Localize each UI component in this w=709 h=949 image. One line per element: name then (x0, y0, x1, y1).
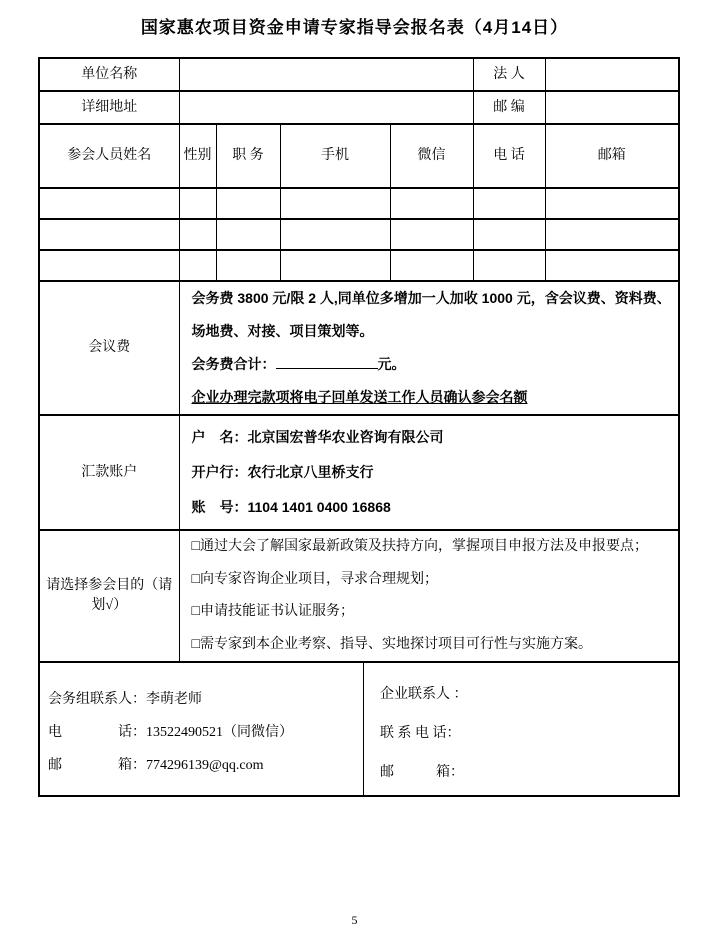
fee-total-suffix: 元。 (377, 356, 406, 372)
conference-fee-label: 会议费 (39, 281, 179, 415)
attendee-cell (280, 219, 390, 250)
registration-table (38, 57, 680, 797)
organizer-email: 邮 箱：774296139@qq.com (48, 758, 264, 773)
remittance-label: 汇款账户 (39, 415, 179, 530)
attendee-cell (545, 250, 679, 281)
purpose-option-checkbox-item: □通过大会了解国家最新政策及扶持方向，掌握项目申报方法及申报要点； (191, 539, 648, 554)
fee-payment-note: 企业办理完款项将电子回单发送工作人员确认参会名额 (191, 389, 528, 405)
attendee-cell (39, 219, 179, 250)
organizer-contact-block (40, 663, 364, 795)
purpose-option-checkbox-item: □申请技能证书认证服务； (191, 604, 354, 619)
fee-total-blank (276, 354, 378, 369)
purpose-option-checkbox-item: □向专家咨询企业项目，寻求合理规划； (191, 571, 438, 587)
remittance-row (39, 415, 679, 530)
purpose-option-checkbox-item: □需专家到本企业考察、指导、实地探讨项目可行性与实施方案。 (191, 636, 592, 652)
address-label: 详细地址 (39, 91, 179, 124)
attendee-cell (216, 188, 280, 219)
organizer-phone: 电 话：13522490521（同微信） (48, 725, 293, 740)
remittance-bank-branch: 开户行：农行北京八里桥支行 (191, 464, 374, 480)
attendee-name-header: 参会人员姓名 (39, 124, 179, 188)
organizer-contact-person: 会务组联系人：李萌老师 (48, 692, 202, 707)
attendee-cell (179, 250, 216, 281)
fee-total-line (180, 348, 679, 381)
purpose-row (39, 530, 679, 662)
gender-header: 性别 (179, 124, 216, 188)
conference-fee-content (179, 281, 679, 415)
wechat-header: 微信 (390, 124, 473, 188)
contacts-cell (39, 662, 679, 796)
enterprise-phone: 联 系 电 话： (380, 726, 461, 741)
email-header: 邮箱 (545, 124, 679, 188)
enterprise-contact-person: 企业联系人 ： (380, 687, 468, 702)
remittance-content (179, 415, 679, 530)
attendee-cell (545, 219, 679, 250)
attendee-cell (473, 219, 545, 250)
attendee-row-1 (39, 188, 679, 219)
postal-code-label: 邮 编 (473, 91, 545, 124)
enterprise-contact-block (364, 663, 678, 795)
conference-fee-row (39, 281, 679, 415)
attendee-cell (39, 188, 179, 219)
legal-person-input-cell (545, 58, 679, 91)
attendee-cell (390, 188, 473, 219)
address-input-cell (179, 91, 473, 124)
attendee-cell (280, 250, 390, 281)
fee-description: 会务费 3800 元/限 2 人,同单位多增加一人加收 1000 元，含会议费、资料费、场地费、对接、项目策划等。 (191, 290, 671, 339)
remittance-account-number: 账 号：1104 1401 0400 16868 (191, 499, 391, 515)
attendee-cell (390, 219, 473, 250)
attendee-cell (179, 219, 216, 250)
purpose-options (179, 530, 679, 662)
attendee-cell (280, 188, 390, 219)
attendee-cell (473, 250, 545, 281)
contacts-row (39, 662, 679, 796)
remittance-account-name: 户 名：北京国宏普华农业咨询有限公司 (191, 429, 444, 445)
address-row (39, 91, 679, 124)
purpose-label: 请选择参会目的（请划√） (39, 530, 179, 662)
phone-header: 电 话 (473, 124, 545, 188)
attendee-row-3 (39, 250, 679, 281)
attendee-cell (390, 250, 473, 281)
form-title: 国家惠农项目资金申请专家指导会报名表（4月14日） (140, 18, 569, 37)
attendee-header-row (39, 124, 679, 188)
contacts-wrapper (40, 663, 678, 795)
attendee-cell (216, 219, 280, 250)
company-row (39, 58, 679, 91)
mobile-header: 手机 (280, 124, 390, 188)
company-name-label: 单位名称 (39, 58, 179, 91)
page-number: 5 (351, 913, 358, 927)
enterprise-email: 邮 箱： (380, 765, 464, 780)
attendee-cell (473, 188, 545, 219)
position-header: 职 务 (216, 124, 280, 188)
postal-code-input-cell (545, 91, 679, 124)
fee-total-prefix: 会务费合计： (191, 356, 276, 372)
company-name-input-cell (179, 58, 473, 91)
attendee-cell (39, 250, 179, 281)
attendee-cell (545, 188, 679, 219)
attendee-cell (216, 250, 280, 281)
attendee-cell (179, 188, 216, 219)
attendee-row-2 (39, 219, 679, 250)
legal-person-label: 法 人 (473, 58, 545, 91)
